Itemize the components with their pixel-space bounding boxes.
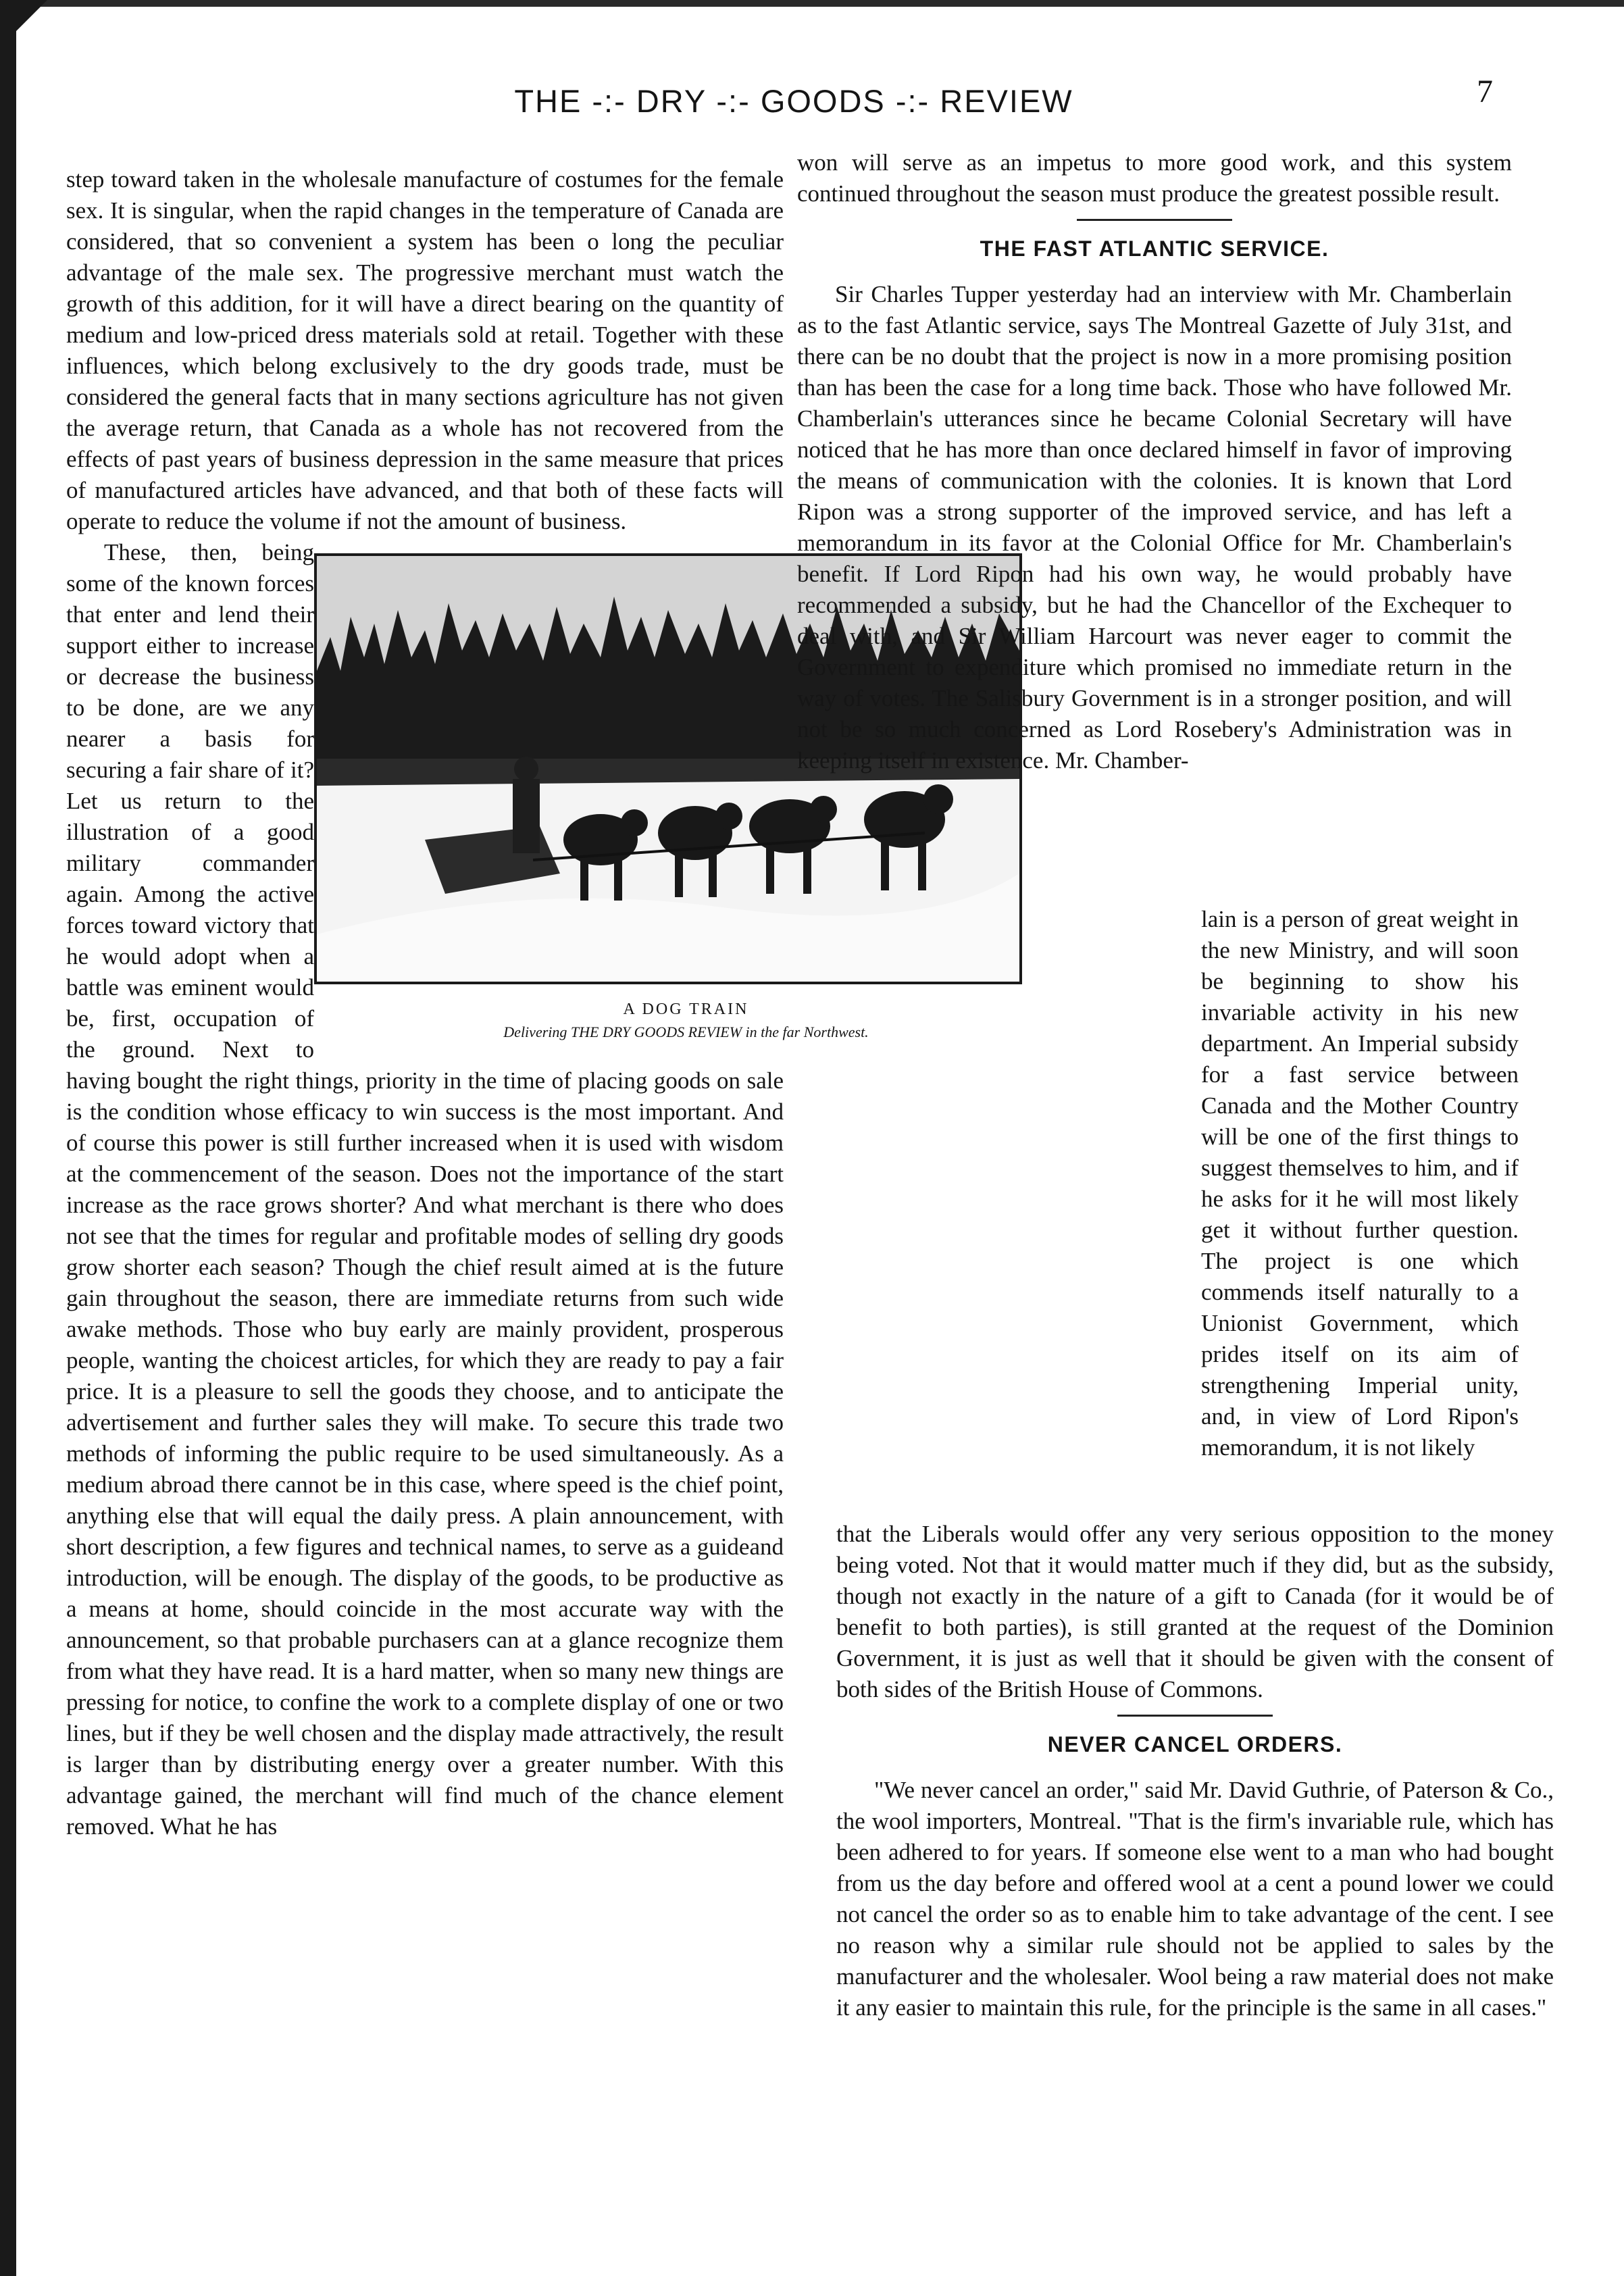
scan-edge-left bbox=[0, 0, 16, 2276]
figure-caption-title: A DOG TRAIN bbox=[623, 1001, 749, 1018]
page-number: 7 bbox=[1477, 74, 1493, 109]
section-divider bbox=[1077, 219, 1232, 221]
left-paragraph-1: step toward taken in the wholesale manufacture of costumes for the female sex. It is singular, when the rapid changes in the temperature of Canada are considered, that so convenient a system has been o long the peculiar advantage of the male sex. The progressive merchant must watch the growth of this addition, for it will have a direct bearing on the quantity of medium and low-priced dress materials sold at retail. Together with these influences, which belong exclusively to the dry goods trade, must be considered the general facts that in many sections agriculture has not given the average return, that Canada as a whole has not recovered from the effects of past years of business depression in the same measure that prices of manufactured articles have advanced, and that both of these facts will operate to reduce the volume if not the amount of business. bbox=[66, 166, 784, 534]
left-column bbox=[66, 164, 869, 2177]
atlantic-paragraph-end: that the Liberals would offer any very serious opposition to the money being voted. Not that it would matter much if they did, but as the subsidy, though not exactly in the nature of a gift to Canada (for it would be of benefit to both parties), is still granted at the request of the Dominion Government, it is just as well that it should be given with the consent of both sides of the British House of Commons. bbox=[836, 1521, 1554, 1702]
right-column bbox=[797, 147, 1512, 776]
masthead: THE -:- DRY -:- GOODS -:- REVIEW bbox=[514, 83, 1073, 119]
left-paragraph-2 bbox=[66, 537, 869, 1842]
never-cancel-paragraph: "We never cancel an order," said Mr. David Guthrie, of Paterson & Co., the wool importers, Montreal. "That is the firm's invariable rule, which has been adhered to for years. If someone else went to a man who had bought from us the day before and offered wool at a cent a pound lower we could not cancel the order so as to enable him to take advantage of the cent. I see no reason why a similar rule should not be applied to sales by the manufacturer and the wholesaler. Wool being a raw material does not make it any easier to maintain this rule, for the principle is the same in all cases." bbox=[836, 1777, 1554, 2021]
right-column-lower bbox=[836, 1519, 1554, 2023]
atlantic-paragraph-continued-text: lain is a person of great weight in the new Ministry, and will soon be beginning to show his invariable activity in his new department. An Imperial subsidy for a fast service between Canada and the Mother Country will be one of the first things to suggest themselves to him, and if he asks for it he will most likely get it without further question. The project is one which commends itself naturally to a Unionist Government, which prides itself on its aim of strengthening Imperial unity, and, in view of Lord Ripon's memorandum, it is not likely bbox=[1201, 906, 1519, 1461]
section-divider-2 bbox=[1117, 1715, 1273, 1717]
heading-fast-atlantic-service: THE FAST ATLANTIC SERVICE. bbox=[980, 236, 1329, 261]
heading-never-cancel-orders: NEVER CANCEL ORDERS. bbox=[1047, 1732, 1343, 1756]
atlantic-paragraph-continued bbox=[1201, 904, 1519, 1463]
scan-corner bbox=[0, 0, 47, 47]
left-paragraph-2-text: These, then, being some of the known forces that enter and lend their support either to increase or decrease the business to be done, are we any nearer a basis for securing a fair share of it? Let us return to the illustration of a good military commander again. Among the active forces toward victory that he would adopt when a battle was eminent would be, first, occupation of the ground. Next to having bought the right things, priority in the time of placing goods on sale is the condition whose efficacy to win success is the most important. And of course this power is still further increased when it is used with wisdom at the commencement of the season. Does not the importance of the start increase as the race grows shorter? And what merchant is there who does not see that the times for regular and profitable modes of selling dry goods grow shorter each season? Though the chief result aimed at is the future gain throughout the season, there are immediate returns from such wide awake methods. Those who buy early are mainly provident, prosperous people, wanting the choicest articles, for which they are ready to pay a fair price. It is a pleasure to sell the goods they choose, and to anticipate the advertisement and further sales they will make. To secure this trade two methods of informing the public require to be used simultaneously. As a medium abroad there cannot be in this case, where speed is the chief point, anything else that will equal the daily press. A plain announcement, with short description, a few figures and technical names, to serve as a guideand introduction, will be enough. The display of the goods, to be productive as a means at home, should coincide in the most accurate way with the announcement, so that probable purchasers can at a glance recognize them from what they have read. It is a hard matter, when so many new things are pressing for notice, to confine the work to a complete display of one or two lines, but if they be well chosen and the display made attractively, the result is larger than by distributing energy over a greater number. With this advantage gained, the merchant will find much of the chance element removed. What he has bbox=[66, 539, 784, 1840]
atlantic-paragraph: Sir Charles Tupper yesterday had an interview with Mr. Chamberlain as to the fast Atlantic service, says The Montreal Gazette of July 31st, and there can be no doubt that the project is now in a more promising position than has been the case for a long time back. Those who have followed Mr. Chamberlain's utterances since he became Colonial Secretary will have noticed that he has more than once declared himself in favor of improving the means of communication with the colonies. It is known that Lord Ripon was a strong supporter of the improved service, and has left a memorandum in its favor at the Colonial Office for Mr. Chamberlain's benefit. If Lord Ripon had his own way, he would probably have recommended a subsidy, but he had the Chancellor of the Exchequer to deal with, and Sir William Harcourt was never eager to commit the Government to expenditure which promised no immediate return in the way of votes. The Salisbury Government is in a stronger position, and will not be so much concerned as Lord Rosebery's Administration was in keeping itself in existence. Mr. Chamber- bbox=[797, 281, 1512, 774]
right-intro: won will serve as an impetus to more good work, and this system continued throughout the season must produce the greatest possible result. bbox=[797, 149, 1512, 207]
scan-edge-top bbox=[0, 0, 1624, 7]
figure-caption-subtitle: Delivering THE DRY GOODS REVIEW in the far Northwest. bbox=[503, 1023, 869, 1040]
